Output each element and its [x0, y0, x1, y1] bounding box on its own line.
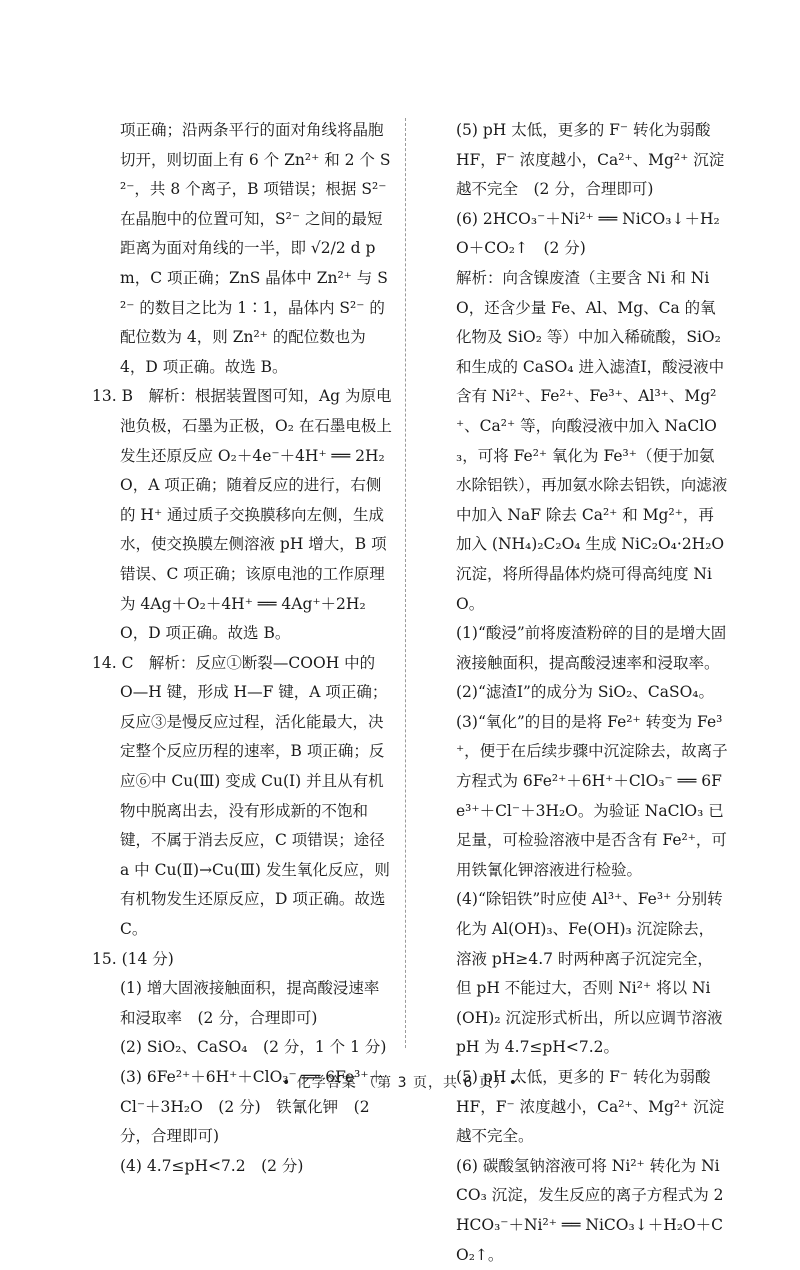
- analysis-part5: (5) pH 太低，更多的 F⁻ 转化为弱酸 HF，F⁻ 浓度越小，Ca²⁺、Mg²⁺ 沉淀越不完全。: [456, 1068, 725, 1146]
- q15-part3: (3) 6Fe²⁺＋6H⁺＋ClO₃⁻ ══ 6Fe³⁺＋Cl⁻＋3H₂O (2 分) 铁氰化钾 (2 分，合理即可): [120, 1068, 385, 1146]
- column-divider: [405, 118, 406, 1048]
- q15-part2: (2) SiO₂、CaSO₄ (2 分，1 个 1 分): [120, 1038, 387, 1057]
- analysis-part4: (4)“除铝铁”时应使 Al³⁺、Fe³⁺ 分别转化为 Al(OH)₃、Fe(OH)₃ 沉淀除去，溶液 pH≥4.7 时两种离子沉淀完全，但 pH 不能过大，否则 Ni²⁺ 将以 Ni(OH)₂ 沉淀形式析出，所以应调节溶液 pH 为 4.7≤pH<7.2。: [456, 890, 728, 1057]
- analysis-part3: (3)“氧化”的目的是将 Fe²⁺ 转变为 Fe³⁺，便于在后续步骤中沉淀除去，故离子方程式为 6Fe²⁺＋6H⁺＋ClO₃⁻ ══ 6Fe³⁺＋Cl⁻＋3H₂O。为验证 NaClO₃ 已足量，可检验溶液中是否含有 Fe²⁺，可用铁氰化钾溶液进行检验。: [456, 712, 728, 879]
- q15-part1: (1) 增大固液接触面积，提高酸浸速率和浸取率 (2 分，合理即可): [120, 979, 380, 1027]
- analysis-part1: (1)“酸浸”前将废渣粉碎的目的是增大固液接触面积，提高酸浸速率和浸取率。: [456, 624, 727, 672]
- q14-answer: 14. C 解析：反应①断裂—COOH 中的 O—H 键，形成 H—F 键，A 项正确；反应③是慢反应过程，活化能最大，决定整个反应历程的速率，B 项正确；反应⑥中 Cu(Ⅲ) 变成 Cu(Ⅰ) 并且从有机物中脱离出去，没有形成新的不饱和键，不属于消去反应，C 项错误；途径 a 中 Cu(Ⅱ)→Cu(Ⅲ) 发生氧化反应，则有机物发生还原反应，D 项正确。故选 C。: [92, 653, 391, 939]
- q15-part6: (6) 2HCO₃⁻＋Ni²⁺ ══ NiCO₃↓＋H₂O＋CO₂↑ (2 分): [456, 209, 720, 258]
- page-footer: • 化学答案 （第 3 页，共 6 页）•: [281, 1075, 519, 1091]
- left-column: [92, 116, 392, 1181]
- q15-header: 15. (14 分): [92, 949, 174, 968]
- analysis-part6: (6) 碳酸氢钠溶液可将 Ni²⁺ 转化为 NiCO₃ 沉淀，发生反应的离子方程式为 2HCO₃⁻＋Ni²⁺ ══ NiCO₃↓＋H₂O＋CO₂↑。: [456, 1156, 724, 1264]
- q15-analysis: 解析：向含镍废渣（主要含 Ni 和 NiO，还含少量 Fe、Al、Mg、Ca 的氧化物及 SiO₂ 等）中加入稀硫酸，SiO₂ 和生成的 CaSO₄ 进入滤渣Ⅰ，酸浸液中含有 Ni²⁺、Fe²⁺、Fe³⁺、Al³⁺、Mg²⁺、Ca²⁺ 等，向酸浸液中加入 NaClO₃，可将 Fe²⁺ 氧化为 Fe³⁺（便于加氨水除铝铁），再加氨水除去铝铁，向滤液中加入 NaF 除去 Ca²⁺ 和 Mg²⁺，再加入 (NH₄)₂C₂O₄ 生成 NiC₂O₄·2H₂O 沉淀，将所得晶体灼烧可得高纯度 NiO。: [456, 268, 730, 613]
- q15-part5: (5) pH 太低，更多的 F⁻ 转化为弱酸 HF，F⁻ 浓度越小，Ca²⁺、Mg²⁺ 沉淀越不完全 (2 分，合理即可): [456, 121, 725, 199]
- right-column: [428, 116, 728, 1270]
- q13-answer: 13. B 解析：根据装置图可知，Ag 为原电池负极，石墨为正极，O₂ 在石墨电极上发生还原反应 O₂＋4e⁻＋4H⁺ ══ 2H₂O，A 项正确；随着反应的进行，右侧的 H⁺ 通过质子交换膜移向左侧，生成水，使交换膜左侧溶液 pH 增大，B 项错误、C 项正确；该原电池的工作原理为 4Ag＋O₂＋4H⁺ ══ 4Ag⁺＋2H₂O，D 项正确。故选 B。: [92, 387, 392, 643]
- q12-continuation: 项正确；沿两条平行的面对角线将晶胞切开，则切面上有 6 个 Zn²⁺ 和 2 个 S²⁻，共 8 个离子，B 项错误；根据 S²⁻ 在晶胞中的位置可知，S²⁻ 之间的最短距离为面对角线的一半，即 √2/2 d pm，C 项正确；ZnS 晶体中 Zn²⁺ 与 S²⁻ 的数目之比为 1∶1，晶体内 S²⁻ 的配位数为 4，则 Zn²⁺ 的配位数也为 4，D 项正确。故选 B。: [120, 121, 392, 376]
- q15-part4: (4) 4.7≤pH<7.2 (2 分): [120, 1156, 304, 1175]
- analysis-part2: (2)“滤渣Ⅰ”的成分为 SiO₂、CaSO₄。: [456, 683, 714, 702]
